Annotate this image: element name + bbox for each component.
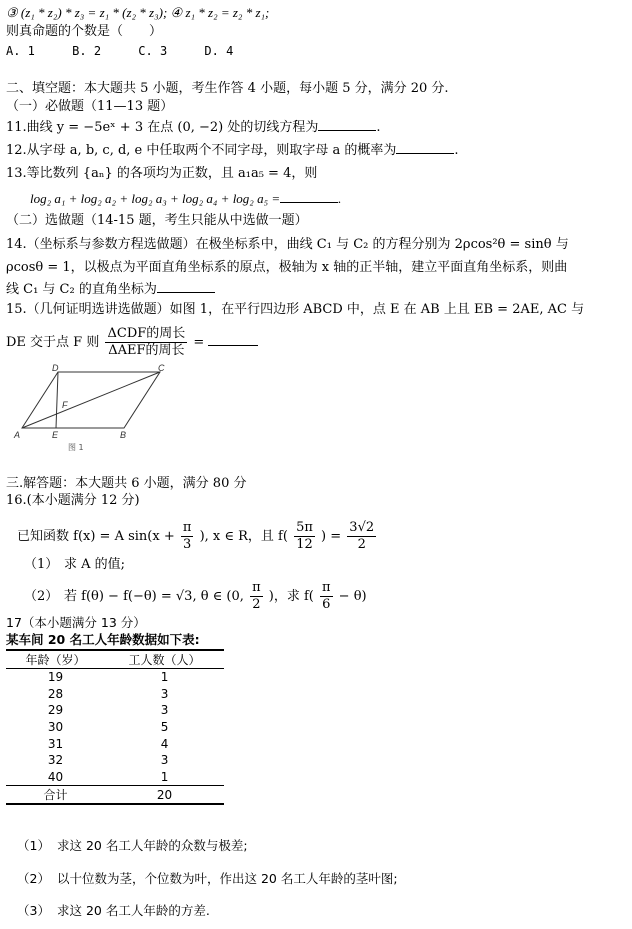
- question-12: 12.从字母 a, b, c, d, e 中任取两个不同字母，则取字母 a 的概率为 .: [6, 143, 459, 158]
- table-row: [6, 769, 224, 786]
- cell-count: 4: [160, 736, 169, 751]
- q16-given-mid: ), x ∈ R，且 f(: [199, 529, 288, 544]
- ratio-equals: =: [193, 335, 205, 350]
- q16-part1-index: （1）: [24, 557, 59, 572]
- question-17-part1: [17, 836, 248, 854]
- required-header: （一）必做题（11—13 题）: [6, 99, 174, 114]
- cell-count: 3: [160, 703, 169, 718]
- choice-d: D. 4: [204, 44, 234, 58]
- mc-question: 则真命题的个数是（ ）: [6, 24, 163, 39]
- q16-pi-over-3: [181, 520, 194, 553]
- q12-text: 12.从字母 a, b, c, d, e 中任取两个不同字母，则取字母 a 的概率为: [6, 143, 397, 158]
- frac-den: 12: [296, 537, 313, 552]
- table-row: [6, 686, 224, 703]
- frac-num: π: [252, 580, 261, 595]
- q16-part1-text: 求 A 的值;: [64, 557, 126, 572]
- age-table: [6, 649, 224, 805]
- optional-header: （二）选做题（14-15 题，考生只能从中选做一题）: [6, 213, 308, 228]
- part-index: （3）: [17, 903, 50, 918]
- diagonal-ac: [22, 372, 160, 428]
- choice-b: B. 2: [72, 44, 102, 58]
- table-row: [6, 702, 224, 719]
- q14-answer-blank: [157, 280, 215, 293]
- label-a: A: [14, 430, 21, 440]
- q16-pi-over-2: [250, 580, 263, 613]
- q15-line2-text: DE 交于点 F 则: [6, 335, 100, 350]
- cell-age: 32: [47, 753, 64, 768]
- part-index: （2）: [17, 871, 50, 886]
- frac-num: 3√2: [349, 520, 375, 535]
- table-total-row: [6, 786, 224, 805]
- perimeter-ratio-fraction: [105, 326, 187, 359]
- question-17-part2: [17, 869, 398, 887]
- q15-answer-blank: [208, 333, 258, 346]
- q11-answer-blank: [318, 118, 376, 131]
- ratio-numerator: ΔCDF的周长: [107, 326, 186, 341]
- cell-age: 40: [47, 769, 64, 784]
- q16-part2-end: − θ): [338, 589, 367, 604]
- frac-num: π: [182, 520, 192, 535]
- table-row: [6, 752, 224, 769]
- cell-age: 31: [47, 736, 64, 751]
- fill-header: 二、填空题：本大题共 5 小题，考生作答 4 小题，每小题 5 分，满分 20 分.: [6, 81, 449, 96]
- frac-num: 5π: [296, 520, 313, 535]
- q16-part2-mid: )，求 f(: [268, 589, 314, 604]
- cell-count: 3: [160, 686, 169, 701]
- label-b: B: [120, 430, 127, 440]
- question-16-part1: [24, 556, 125, 574]
- label-e: E: [52, 430, 59, 440]
- mc-choices: [6, 42, 266, 61]
- part-text: 求这 20 名工人年龄的方差.: [57, 903, 210, 918]
- question-13-expression: log₂ a₁ + log₂ a₂ + log₂ a₃ + log₂ a₄ + log₂ a₅ = .: [30, 191, 342, 206]
- table-header-row: [6, 650, 224, 669]
- question-13: 13.等比数列 {aₙ} 的各项均为正数，且 a₁a₅ = 4，则: [6, 166, 318, 181]
- frac-den: 2: [252, 597, 261, 612]
- cell-age: 28: [47, 686, 64, 701]
- cell-count: 1: [160, 670, 169, 685]
- question-14-line3: [6, 280, 215, 299]
- figure-caption: 图 1: [68, 443, 84, 452]
- solve-header: 三.解答题：本大题共 6 小题，满分 80 分: [6, 476, 247, 491]
- q13-expr-text: log₂ a₁ + log₂ a₂ + log₂ a₃ + log₂ a₄ + log₂ a₅ =: [30, 191, 281, 206]
- q16-given-eq: ) =: [321, 529, 342, 544]
- cell-age: 19: [47, 670, 64, 685]
- ratio-denominator: ΔAEF的周长: [108, 343, 185, 358]
- q16-part2-index: （2）: [24, 589, 59, 604]
- q16-5pi-over-12: [294, 520, 315, 553]
- q16-given-pre: 已知函数 f(x) = A sin(x +: [17, 529, 175, 544]
- label-c: C: [158, 364, 165, 373]
- table-row: [6, 669, 224, 686]
- frac-num: π: [321, 580, 331, 595]
- choice-c: C. 3: [138, 44, 168, 58]
- part-text: 以十位数为茎，个位数为叶，作出这 20 名工人年龄的茎叶图;: [57, 871, 398, 886]
- question-14-line2: ρcosθ = 1，以极点为平面直角坐标系的原点，极轴为 x 轴的正半轴，建立平面直角坐标系，则曲: [6, 260, 568, 275]
- question-15-line2: [6, 326, 258, 359]
- header-count: 工人数（人）: [105, 650, 224, 669]
- question-16-title: 16.(本小题满分 12 分): [6, 493, 140, 508]
- q14-line3-text: 线 C₁ 与 C₂ 的直角坐标为: [6, 282, 157, 297]
- frac-den: 2: [357, 537, 366, 552]
- q13-answer-blank: [280, 190, 338, 203]
- q16-part2-pre: 若 f(θ) − f(−θ) = √3, θ ∈ (0,: [64, 589, 244, 604]
- question-17-part3: [17, 901, 210, 919]
- cell-age: 29: [47, 703, 64, 718]
- label-d: D: [52, 364, 59, 373]
- total-value: 20: [105, 786, 224, 805]
- question-16-given: [17, 520, 378, 553]
- header-age: 年龄（岁）: [6, 650, 105, 669]
- frac-den: 6: [322, 597, 331, 612]
- question-17-intro: 某车间 20 名工人年龄数据如下表:: [6, 632, 200, 647]
- segment-de: [56, 372, 58, 428]
- parallelogram-figure: [12, 364, 172, 454]
- question-16-part2: [24, 580, 367, 613]
- table-row: [6, 719, 224, 736]
- cell-age: 30: [47, 720, 64, 735]
- q16-pi-over-6: [320, 580, 333, 613]
- question-15-line1: 15.（几何证明选讲选做题）如图 1，在平行四边形 ABCD 中，点 E 在 AB 上且 EB = 2AE, AC 与: [6, 302, 585, 317]
- cell-count: 3: [160, 753, 169, 768]
- q11-text: 11.曲线 y = −5eˣ + 3 在点 (0, −2) 处的切线方程为: [6, 120, 319, 135]
- part-index: （1）: [17, 838, 50, 853]
- choice-a: A. 1: [6, 44, 35, 58]
- cell-count: 1: [160, 769, 169, 784]
- q12-answer-blank: [396, 141, 454, 154]
- table-row: [6, 735, 224, 752]
- mc-propositions: ③ (z₁ * z₂) * z₃ = z₁ * (z₂ * z₃); ④ z₁ * z₂ = z₂ * z₁;: [6, 5, 270, 20]
- question-14-line1: 14.（坐标系与参数方程选做题）在极坐标系中，曲线 C₁ 与 C₂ 的方程分别为 2ρcos²θ = sinθ 与: [6, 237, 569, 252]
- question-11: 11.曲线 y = −5eˣ + 3 在点 (0, −2) 处的切线方程为 .: [6, 120, 381, 135]
- frac-den: 3: [183, 537, 192, 552]
- q16-value-fraction: [347, 520, 376, 553]
- label-f: F: [62, 400, 68, 410]
- part-text: 求这 20 名工人年龄的众数与极差;: [57, 838, 248, 853]
- cell-count: 5: [160, 720, 169, 735]
- total-label: 合计: [6, 786, 105, 805]
- question-17-title: 17（本小题满分 13 分）: [6, 615, 146, 630]
